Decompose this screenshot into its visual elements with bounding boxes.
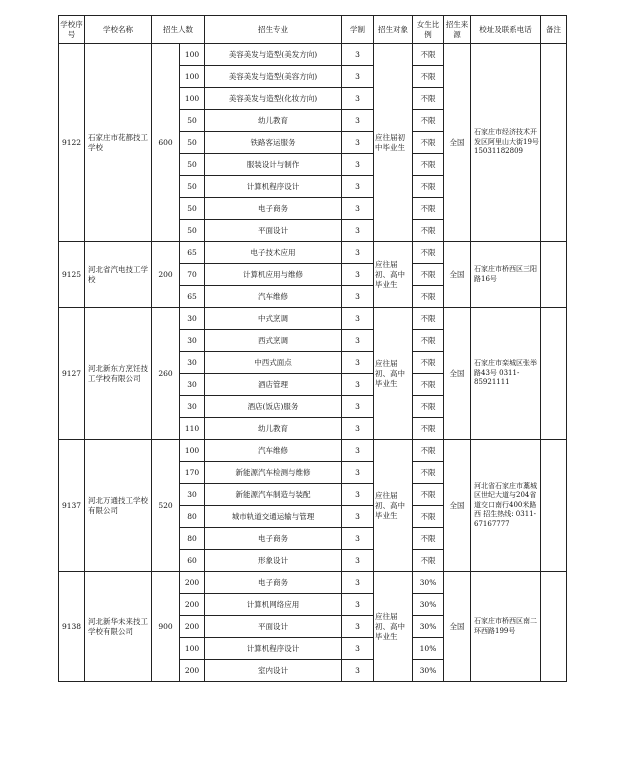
major-enrollment-cell: 50 (180, 220, 205, 242)
female-ratio-cell: 不限 (413, 220, 444, 242)
female-ratio-cell: 不限 (413, 176, 444, 198)
duration-cell: 3 (342, 396, 374, 418)
major-name-cell: 计算机应用与维修 (205, 264, 342, 286)
duration-cell: 3 (342, 176, 374, 198)
duration-cell: 3 (342, 440, 374, 462)
header-school-no: 学校序号 (59, 16, 85, 44)
remarks-cell (541, 242, 567, 308)
major-enrollment-cell: 100 (180, 88, 205, 110)
female-ratio-cell: 不限 (413, 550, 444, 572)
duration-cell: 3 (342, 44, 374, 66)
female-ratio-cell: 不限 (413, 110, 444, 132)
major-enrollment-cell: 30 (180, 374, 205, 396)
major-enrollment-cell: 80 (180, 528, 205, 550)
duration-cell: 3 (342, 528, 374, 550)
school-no-cell: 9125 (59, 242, 85, 308)
female-ratio-cell: 不限 (413, 506, 444, 528)
duration-cell: 3 (342, 506, 374, 528)
duration-cell: 3 (342, 154, 374, 176)
major-enrollment-cell: 100 (180, 44, 205, 66)
female-ratio-cell: 不限 (413, 462, 444, 484)
school-total-cell: 260 (152, 308, 180, 440)
major-enrollment-cell: 80 (180, 506, 205, 528)
school-total-cell: 200 (152, 242, 180, 308)
address-cell: 石家庄市栾城区张举路43号 0311-85921111 (471, 308, 541, 440)
female-ratio-cell: 不限 (413, 528, 444, 550)
duration-cell: 3 (342, 418, 374, 440)
duration-cell: 3 (342, 594, 374, 616)
school-no-cell: 9127 (59, 308, 85, 440)
major-name-cell: 新能源汽车制造与装配 (205, 484, 342, 506)
duration-cell: 3 (342, 264, 374, 286)
school-no-cell: 9137 (59, 440, 85, 572)
major-name-cell: 平面设计 (205, 616, 342, 638)
major-name-cell: 幼儿教育 (205, 418, 342, 440)
school-total-cell: 520 (152, 440, 180, 572)
duration-cell: 3 (342, 572, 374, 594)
female-ratio-cell: 不限 (413, 374, 444, 396)
duration-cell: 3 (342, 220, 374, 242)
female-ratio-cell: 不限 (413, 484, 444, 506)
female-ratio-cell: 30% (413, 572, 444, 594)
major-name-cell: 城市轨道交通运输与管理 (205, 506, 342, 528)
duration-cell: 3 (342, 462, 374, 484)
duration-cell: 3 (342, 286, 374, 308)
major-enrollment-cell: 30 (180, 484, 205, 506)
duration-cell: 3 (342, 66, 374, 88)
major-name-cell: 计算机程序设计 (205, 638, 342, 660)
female-ratio-cell: 不限 (413, 198, 444, 220)
source-cell: 全国 (444, 44, 471, 242)
major-name-cell: 美容美发与造型(美发方向) (205, 44, 342, 66)
header-major: 招生专业 (205, 16, 342, 44)
major-enrollment-cell: 30 (180, 330, 205, 352)
duration-cell: 3 (342, 550, 374, 572)
major-enrollment-cell: 100 (180, 440, 205, 462)
major-enrollment-cell: 30 (180, 308, 205, 330)
duration-cell: 3 (342, 110, 374, 132)
major-enrollment-cell: 200 (180, 594, 205, 616)
major-name-cell: 计算机网络应用 (205, 594, 342, 616)
duration-cell: 3 (342, 132, 374, 154)
female-ratio-cell: 不限 (413, 242, 444, 264)
major-enrollment-cell: 110 (180, 418, 205, 440)
female-ratio-cell: 不限 (413, 264, 444, 286)
school-name-cell: 河北新东方烹饪技工学校有限公司 (85, 308, 152, 440)
duration-cell: 3 (342, 242, 374, 264)
major-name-cell: 铁路客运服务 (205, 132, 342, 154)
school-no-cell: 9122 (59, 44, 85, 242)
duration-cell: 3 (342, 638, 374, 660)
remarks-cell (541, 44, 567, 242)
major-name-cell: 室内设计 (205, 660, 342, 682)
duration-cell: 3 (342, 616, 374, 638)
major-enrollment-cell: 200 (180, 660, 205, 682)
target-cell: 应往届初、高中毕业生 (374, 440, 413, 572)
major-enrollment-cell: 70 (180, 264, 205, 286)
enrollment-table (58, 15, 567, 682)
table-row (59, 572, 567, 594)
major-name-cell: 西式烹调 (205, 330, 342, 352)
major-name-cell: 美容美发与造型(化妆方向) (205, 88, 342, 110)
major-name-cell: 汽车维修 (205, 440, 342, 462)
header-address: 校址及联系电话 (471, 16, 541, 44)
major-enrollment-cell: 170 (180, 462, 205, 484)
major-name-cell: 计算机程序设计 (205, 176, 342, 198)
duration-cell: 3 (342, 198, 374, 220)
source-cell: 全国 (444, 440, 471, 572)
header-row (59, 16, 567, 44)
header-remarks: 备注 (541, 16, 567, 44)
table-row (59, 308, 567, 330)
female-ratio-cell: 10% (413, 638, 444, 660)
header-school-name: 学校名称 (85, 16, 152, 44)
school-name-cell: 河北省汽电技工学校 (85, 242, 152, 308)
major-name-cell: 电子商务 (205, 528, 342, 550)
remarks-cell (541, 308, 567, 440)
school-name-cell: 石家庄市花都技工学校 (85, 44, 152, 242)
major-enrollment-cell: 100 (180, 66, 205, 88)
address-cell: 石家庄市桥西区南二环西路199号 (471, 572, 541, 682)
major-enrollment-cell: 30 (180, 352, 205, 374)
target-cell: 应往届初、高中毕业生 (374, 308, 413, 440)
major-name-cell: 电子技术应用 (205, 242, 342, 264)
duration-cell: 3 (342, 88, 374, 110)
major-name-cell: 电子商务 (205, 198, 342, 220)
major-enrollment-cell: 50 (180, 154, 205, 176)
female-ratio-cell: 不限 (413, 308, 444, 330)
major-enrollment-cell: 65 (180, 286, 205, 308)
female-ratio-cell: 30% (413, 594, 444, 616)
header-source: 招生来源 (444, 16, 471, 44)
major-enrollment-cell: 50 (180, 132, 205, 154)
school-no-cell: 9138 (59, 572, 85, 682)
school-total-cell: 600 (152, 44, 180, 242)
major-enrollment-cell: 200 (180, 572, 205, 594)
duration-cell: 3 (342, 330, 374, 352)
table-row (59, 44, 567, 66)
major-enrollment-cell: 100 (180, 638, 205, 660)
source-cell: 全国 (444, 308, 471, 440)
major-name-cell: 中式烹调 (205, 308, 342, 330)
female-ratio-cell: 不限 (413, 88, 444, 110)
female-ratio-cell: 不限 (413, 330, 444, 352)
target-cell: 应往届初、高中毕业生 (374, 242, 413, 308)
major-name-cell: 中西式面点 (205, 352, 342, 374)
major-name-cell: 汽车维修 (205, 286, 342, 308)
source-cell: 全国 (444, 242, 471, 308)
major-name-cell: 酒店管理 (205, 374, 342, 396)
major-name-cell: 服装设计与制作 (205, 154, 342, 176)
major-enrollment-cell: 200 (180, 616, 205, 638)
duration-cell: 3 (342, 660, 374, 682)
remarks-cell (541, 440, 567, 572)
major-name-cell: 美容美发与造型(美容方向) (205, 66, 342, 88)
table-row (59, 440, 567, 462)
address-cell: 石家庄市桥西区三阳路16号 (471, 242, 541, 308)
female-ratio-cell: 不限 (413, 66, 444, 88)
major-enrollment-cell: 50 (180, 198, 205, 220)
duration-cell: 3 (342, 308, 374, 330)
female-ratio-cell: 不限 (413, 44, 444, 66)
major-name-cell: 酒店(饭店)服务 (205, 396, 342, 418)
duration-cell: 3 (342, 352, 374, 374)
major-name-cell: 电子商务 (205, 572, 342, 594)
duration-cell: 3 (342, 374, 374, 396)
female-ratio-cell: 不限 (413, 396, 444, 418)
table-row (59, 242, 567, 264)
target-cell: 应往届初中毕业生 (374, 44, 413, 242)
school-name-cell: 河北万通技工学校有限公司 (85, 440, 152, 572)
major-name-cell: 平面设计 (205, 220, 342, 242)
target-cell: 应往届初、高中毕业生 (374, 572, 413, 682)
table-body (59, 44, 567, 682)
school-name-cell: 河北新华未来技工学校有限公司 (85, 572, 152, 682)
major-enrollment-cell: 30 (180, 396, 205, 418)
female-ratio-cell: 不限 (413, 154, 444, 176)
address-cell: 河北省石家庄市藁城区世纪大道与204省道交口南行400米路西 招生热线: 0311-67167777 (471, 440, 541, 572)
duration-cell: 3 (342, 484, 374, 506)
major-name-cell: 幼儿教育 (205, 110, 342, 132)
female-ratio-cell: 不限 (413, 352, 444, 374)
school-total-cell: 900 (152, 572, 180, 682)
female-ratio-cell: 不限 (413, 440, 444, 462)
header-female-ratio: 女生比例 (413, 16, 444, 44)
major-enrollment-cell: 65 (180, 242, 205, 264)
female-ratio-cell: 不限 (413, 132, 444, 154)
female-ratio-cell: 30% (413, 616, 444, 638)
major-enrollment-cell: 60 (180, 550, 205, 572)
header-target: 招生对象 (374, 16, 413, 44)
female-ratio-cell: 30% (413, 660, 444, 682)
header-duration: 学制 (342, 16, 374, 44)
source-cell: 全国 (444, 572, 471, 682)
major-enrollment-cell: 50 (180, 110, 205, 132)
address-cell: 石家庄市经济技术开发区阿里山大街19号 15031182809 (471, 44, 541, 242)
remarks-cell (541, 572, 567, 682)
major-name-cell: 新能源汽车检测与维修 (205, 462, 342, 484)
female-ratio-cell: 不限 (413, 286, 444, 308)
major-name-cell: 形象设计 (205, 550, 342, 572)
female-ratio-cell: 不限 (413, 418, 444, 440)
major-enrollment-cell: 50 (180, 176, 205, 198)
header-enrollment: 招生人数 (152, 16, 205, 44)
